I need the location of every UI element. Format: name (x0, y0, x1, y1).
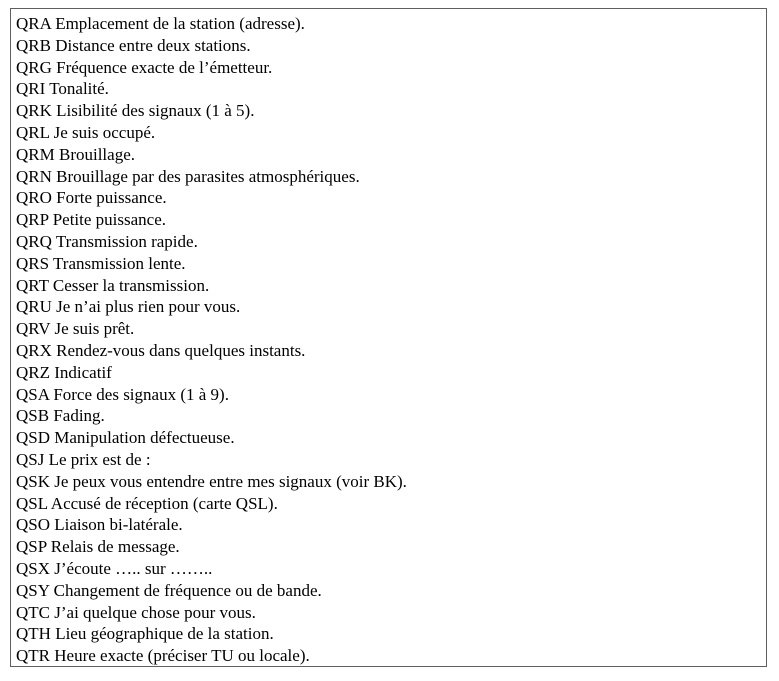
q-code-entry: QSB Fading. (16, 406, 105, 426)
q-code-entry: QRU Je n’ai plus rien pour vous. (16, 297, 241, 317)
q-code-entry: QSY Changement de fréquence ou de bande. (16, 580, 322, 600)
q-code-entry: QRA Emplacement de la station (adresse). (16, 14, 305, 33)
q-code-entry: QSA Force des signaux (1 à 9). (16, 384, 229, 404)
q-code-entry: QRZ Indicatif (16, 362, 112, 382)
q-code-entry: QRK Lisibilité des signaux (1 à 5). (16, 101, 255, 121)
q-code-entry: QSX J’écoute ….. sur …….. (16, 558, 213, 578)
q-code-entry: QSP Relais de message. (16, 537, 180, 557)
q-code-list (11, 9, 766, 667)
q-code-entry: QSO Liaison bi-latérale. (16, 515, 183, 535)
q-code-entry: QRP Petite puissance. (16, 210, 166, 230)
q-code-entry: QRB Distance entre deux stations. (16, 35, 251, 55)
q-code-entry: QTH Lieu géographique de la station. (16, 624, 274, 644)
q-code-entry: QTC J’ai quelque chose pour vous. (16, 602, 256, 622)
q-code-entry: QRI Tonalité. (16, 79, 109, 99)
q-code-entry: QRL Je suis occupé. (16, 122, 156, 142)
q-code-entry: QRM Brouillage. (16, 144, 135, 164)
q-code-entry: QRV Je suis prêt. (16, 319, 135, 339)
q-code-entry: QRG Fréquence exacte de l’émetteur. (16, 57, 273, 77)
q-code-entry: QRO Forte puissance. (16, 188, 167, 208)
q-code-entry: QRS Transmission lente. (16, 253, 186, 273)
q-code-table (10, 8, 767, 667)
q-code-entry: QSK Je peux vous entendre entre mes signaux (voir BK). (16, 471, 407, 491)
q-code-entry: QSL Accusé de réception (carte QSL). (16, 493, 278, 513)
q-code-entry: QRN Brouillage par des parasites atmosphériques. (16, 166, 360, 186)
q-code-entry: QRT Cesser la transmission. (16, 275, 210, 295)
q-code-entry: QRQ Transmission rapide. (16, 231, 198, 251)
q-code-entry: QSJ Le prix est de : (16, 449, 151, 469)
q-code-entry: QRX Rendez-vous dans quelques instants. (16, 340, 306, 360)
q-code-entry: QTR Heure exacte (préciser TU ou locale). (16, 646, 310, 666)
q-code-entry: QSD Manipulation défectueuse. (16, 428, 235, 448)
